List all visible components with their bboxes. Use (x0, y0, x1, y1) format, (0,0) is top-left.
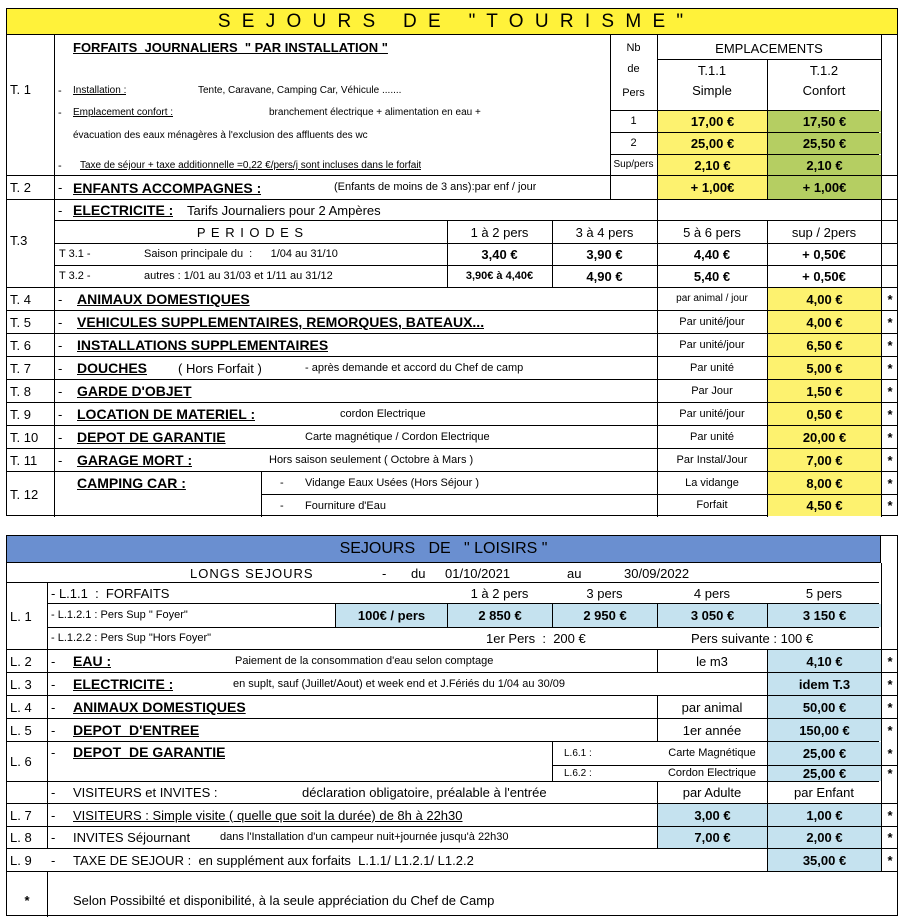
t1-simple-price: 2,10 € (658, 155, 767, 175)
t12-r1-price: 8,00 € (768, 472, 881, 494)
t3-col-header: 1 à 2 pers (470, 224, 529, 240)
t8-star: * (887, 383, 893, 399)
t1-code: T. 1 (10, 81, 31, 97)
t11-star: * (887, 452, 893, 468)
emplacements-header: EMPLACEMENTS (715, 40, 823, 56)
dash: - (280, 499, 284, 512)
t31-price: + 0,50€ (802, 246, 846, 262)
t2-simple-price: + 1,00€ (658, 176, 767, 199)
t9-code: T. 9 (10, 406, 31, 422)
dash: - (58, 159, 62, 172)
l4-star: * (887, 699, 893, 715)
dash: - (58, 360, 63, 376)
t31-code: T 3.1 - (59, 247, 91, 260)
dash: - (58, 106, 62, 119)
t2-code: T. 2 (10, 180, 31, 195)
installation-label: Installation : (73, 85, 127, 96)
l8-text: INVITES Séjournant (73, 830, 191, 845)
l2-code: L. 2 (10, 653, 32, 669)
l1-code: L. 1 (10, 608, 32, 624)
l4-label: ANIMAUX DOMESTIQUES (73, 699, 246, 715)
t7-star: * (887, 360, 893, 376)
l8-star: * (887, 830, 893, 845)
t6-unit: Par unité/jour (679, 338, 745, 351)
dash: - (58, 452, 63, 468)
t11-unit: Par Instal/Jour (676, 453, 748, 466)
l5-unit: 1er année (682, 722, 742, 738)
t32-price: 3,90€ à 4,40€ (465, 269, 534, 282)
t7-label: DOUCHES (77, 360, 148, 376)
l2-unit: le m3 (696, 653, 728, 669)
l5-price: 150,00 € (768, 719, 881, 741)
dash: - (58, 180, 63, 195)
t10-price: 20,00 € (768, 426, 881, 448)
t9-label: LOCATION DE MATERIEL : (77, 406, 256, 422)
dash: - (58, 383, 63, 399)
t32-price: + 0,50€ (802, 268, 846, 284)
de-header: de (627, 62, 640, 75)
t12-r1-text: Vidange Eaux Usées (Hors Séjour ) (305, 476, 480, 489)
l7-text: VISITEURS : Simple visite ( quelle que soit la durée) de 8h à 22h30 (73, 807, 463, 823)
t9-star: * (887, 406, 893, 422)
t1-simple-price: 17,00 € (658, 111, 767, 132)
t1-nb: Sup/pers (613, 158, 654, 170)
t9-text: cordon Electrique (340, 407, 426, 420)
dash: - (51, 699, 56, 715)
taxe-text: Taxe de séjour + taxe additionnelle =0,22 €/pers/j sont incluses dans le forfait (80, 160, 422, 171)
l3-code: L. 3 (10, 676, 32, 692)
t11-header: T.1.1 (697, 62, 727, 78)
dash: - (51, 744, 56, 760)
confort-header: Confort (802, 82, 846, 98)
l122-label: - L.1.2.2 : Pers Sup "Hors Foyer" (51, 632, 212, 644)
l4-price: 50,00 € (768, 696, 881, 718)
nb-header: Nb (626, 41, 641, 54)
l121-price: 100€ / pers (336, 604, 447, 627)
t31-price: 3,90 € (586, 246, 623, 262)
l61-text: Carte Magnétique (668, 747, 756, 759)
t4-unit: par animal / jour (676, 293, 748, 304)
l2-price: 4,10 € (768, 650, 881, 672)
t12-r2-unit: Forfait (696, 499, 728, 511)
l7-code: L. 7 (10, 807, 32, 823)
l62-star: * (887, 766, 893, 781)
t31-price: 3,40 € (481, 246, 518, 262)
t1-simple-price: 25,00 € (658, 133, 767, 154)
dash: - (51, 722, 56, 738)
dash: - (51, 676, 56, 692)
t2-label: ENFANTS ACCOMPAGNES : (73, 179, 262, 196)
dash: - (58, 202, 63, 218)
t5-star: * (887, 314, 893, 330)
t6-code: T. 6 (10, 337, 31, 353)
simple-header: Simple (692, 82, 732, 98)
t6-label: INSTALLATIONS SUPPLEMENTAIRES (77, 337, 329, 353)
t3-code: T.3 (10, 232, 28, 248)
l9-code: L. 9 (10, 852, 32, 868)
dash: - (51, 830, 56, 845)
t32-text: autres : 1/01 au 31/03 et 1/11 au 31/12 (144, 269, 333, 282)
visit-label: VISITEURS et INVITES : (73, 785, 218, 800)
l7-child-price: 1,00 € (768, 804, 881, 826)
t5-unit: Par unité/jour (679, 315, 745, 328)
l62-text: Cordon Electrique (667, 767, 757, 779)
l3-label: ELECTRICITE : (73, 676, 174, 692)
t12-r2-price: 4,50 € (768, 495, 881, 516)
t1-nb: 1 (630, 114, 637, 127)
dash: - (51, 785, 56, 800)
l3-star: * (887, 676, 893, 692)
longs-label: LONGS SEJOURS (190, 565, 314, 581)
t10-unit: Par unité (689, 430, 735, 443)
t1-nb: 2 (630, 136, 637, 149)
dash: - (51, 653, 56, 669)
t32-code: T 3.2 - (59, 269, 91, 282)
l1-col-header: 4 pers (693, 585, 731, 601)
l9-star: * (887, 852, 893, 868)
t31-price: 4,40 € (693, 246, 731, 262)
l9-text: TAXE DE SEJOUR : en supplément aux forfaits L.1.1/ L1.2.1/ L1.2.2 (73, 852, 474, 868)
t11-text: Hors saison seulement ( Octobre à Mars ) (269, 453, 474, 466)
longs-to: 30/09/2022 (624, 565, 690, 581)
t12-header: T.1.2 (809, 62, 839, 78)
t8-unit: Par Jour (691, 384, 733, 397)
t12-r2-text: Fourniture d'Eau (305, 499, 386, 512)
l2-star: * (887, 653, 893, 669)
t31-text: Saison principale du : 1/04 au 31/10 (144, 247, 338, 260)
dash: - (58, 84, 62, 97)
l1-price: 3 150 € (768, 604, 881, 627)
t12-r2-star: * (887, 498, 893, 513)
t7-code: T. 7 (10, 360, 31, 376)
t8-code: T. 8 (10, 383, 31, 399)
l3-text: en suplt, sauf (Juillet/Aout) et week end et J.Fériés du 1/04 au 30/09 (233, 677, 566, 690)
t10-star: * (887, 429, 893, 445)
longs-from: 01/10/2021 (445, 565, 511, 581)
l7-adult-price: 3,00 € (658, 804, 767, 826)
l7-star: * (887, 807, 893, 823)
t1-confort-price: 17,50 € (768, 111, 881, 132)
dash: - (51, 807, 56, 823)
l5-code: L. 5 (10, 722, 32, 738)
l121-label: - L.1.2.1 : Pers Sup " Foyer" (51, 609, 188, 621)
l8-code: L. 8 (10, 830, 32, 845)
t5-code: T. 5 (10, 314, 31, 330)
dash: - (58, 429, 63, 445)
t4-price: 4,00 € (768, 288, 881, 310)
l2-label: EAU : (73, 653, 112, 669)
t4-label: ANIMAUX DOMESTIQUES (77, 291, 250, 307)
t6-star: * (887, 337, 893, 353)
t12-r1-star: * (887, 475, 893, 491)
l8-text-detail: dans l'Installation d'un campeur nuit+journée jusqu'à 22h30 (220, 831, 509, 843)
t32-price: 5,40 € (693, 268, 731, 284)
t12-label: CAMPING CAR : (77, 475, 186, 491)
confort-text: branchement électrique + alimentation en eau + (269, 107, 481, 118)
loisirs-table (6, 535, 898, 916)
t11-label: GARAGE MORT : (77, 452, 193, 468)
l1-price: 2 950 € (553, 604, 657, 627)
visit-adult-header: par Adulte (682, 785, 742, 800)
dash: - (382, 565, 387, 581)
l3-price: idem T.3 (768, 673, 881, 695)
l61-sub: L.6.1 : (564, 747, 592, 759)
t6-price: 6,50 € (768, 334, 881, 356)
t3-text: Tarifs Journaliers pour 2 Ampères (187, 202, 381, 218)
loisirs-title: SEJOURS DE " LOISIRS " (7, 536, 881, 563)
t12-r1-unit: La vidange (685, 476, 739, 489)
tourisme-title: S E J O U R S D E " T O U R I S M E " (7, 9, 897, 35)
l2-text: Paiement de la consommation d'eau selon comptage (235, 654, 494, 667)
l1-price: 2 850 € (448, 604, 552, 627)
forfaits-header: FORFAITS JOURNALIERS " PAR INSTALLATION " (73, 39, 388, 55)
l61-star: * (887, 746, 893, 761)
l1-col-header: 1 à 2 pers (470, 585, 529, 601)
visit-child-header: par Enfant (794, 785, 854, 800)
t8-price: 1,50 € (768, 380, 881, 402)
l9-price: 35,00 € (768, 849, 881, 871)
evac-text: évacuation des eaux ménagères à l'exclusion des affluents des wc (73, 130, 368, 141)
t1-confort-price: 2,10 € (768, 155, 881, 175)
l5-label: DEPOT D'ENTREE (73, 722, 200, 738)
confort-label: Emplacement confort : (73, 107, 174, 118)
l6-label: DEPOT DE GARANTIE (73, 744, 226, 760)
t4-star: * (887, 291, 893, 307)
t10-code: T. 10 (10, 429, 39, 445)
dash: - (58, 291, 63, 307)
t10-text: Carte magnétique / Cordon Electrique (305, 430, 490, 443)
longs-du: du (411, 565, 426, 581)
t10-label: DEPOT DE GARANTIE (77, 429, 226, 445)
l1-col-header: 5 pers (805, 585, 843, 601)
t5-price: 4,00 € (768, 311, 881, 333)
installation-text: Tente, Caravane, Camping Car, Véhicule ....... (198, 85, 402, 96)
l11-forfaits: - L.1.1 : FORFAITS (51, 585, 170, 601)
l122-first: 1er Pers : 200 € (486, 631, 586, 646)
l6-code: L. 6 (10, 753, 32, 769)
l122-next: Pers suivante : 100 € (691, 631, 814, 646)
t5-label: VEHICULES SUPPLEMENTAIRES, REMORQUES, BATEAUX... (77, 314, 485, 330)
t9-price: 0,50 € (768, 403, 881, 425)
periodes-header: P E R I O D E S (196, 224, 305, 240)
footer-star: * (24, 892, 30, 908)
l8-adult-price: 7,00 € (658, 827, 767, 848)
dash: - (51, 852, 56, 868)
l61-price: 25,00 € (768, 742, 881, 765)
t3-col-header: 5 à 6 pers (683, 224, 741, 240)
t2-confort-price: + 1,00€ (768, 176, 881, 199)
t12-code: T. 12 (10, 486, 39, 502)
footer-note: Selon Possibilté et disponibilité, à la seule appréciation du Chef de Camp (73, 892, 495, 908)
t9-unit: Par unité/jour (679, 407, 745, 420)
t3-label: ELECTRICITE : (73, 202, 174, 218)
t11-price: 7,00 € (768, 449, 881, 471)
t3-col-header: 3 à 4 pers (575, 224, 634, 240)
pers-header: Pers (622, 86, 645, 99)
l1-price: 3 050 € (658, 604, 767, 627)
dash: - (58, 314, 63, 330)
dash: - (58, 337, 63, 353)
t8-label: GARDE D'OBJET (77, 383, 192, 399)
t7-price: 5,00 € (768, 357, 881, 379)
l4-unit: par animal (681, 699, 743, 715)
tourisme-table (6, 8, 898, 516)
t2-text: (Enfants de moins de 3 ans):par enf / jour (334, 181, 537, 193)
visit-text: déclaration obligatoire, préalable à l'entrée (302, 785, 547, 800)
t7-label-extra: ( Hors Forfait ) (178, 360, 262, 376)
t3-col-header: sup / 2pers (791, 224, 857, 240)
dash: - (280, 476, 284, 489)
t7-unit: Par unité (689, 361, 735, 374)
l1-col-header: 3 pers (586, 585, 623, 601)
t11-code: T. 11 (10, 452, 38, 468)
t32-price: 4,90 € (586, 268, 623, 284)
dash: - (58, 406, 63, 422)
l62-price: 25,00 € (768, 766, 881, 781)
l8-child-price: 2,00 € (768, 827, 881, 848)
t7-text: - après demande et accord du Chef de camp (305, 361, 524, 374)
longs-au: au (567, 565, 582, 581)
l4-code: L. 4 (10, 699, 32, 715)
t1-confort-price: 25,50 € (768, 133, 881, 154)
l62-sub: L.6.2 : (564, 767, 592, 779)
t4-code: T. 4 (10, 291, 31, 307)
l5-star: * (887, 722, 893, 738)
